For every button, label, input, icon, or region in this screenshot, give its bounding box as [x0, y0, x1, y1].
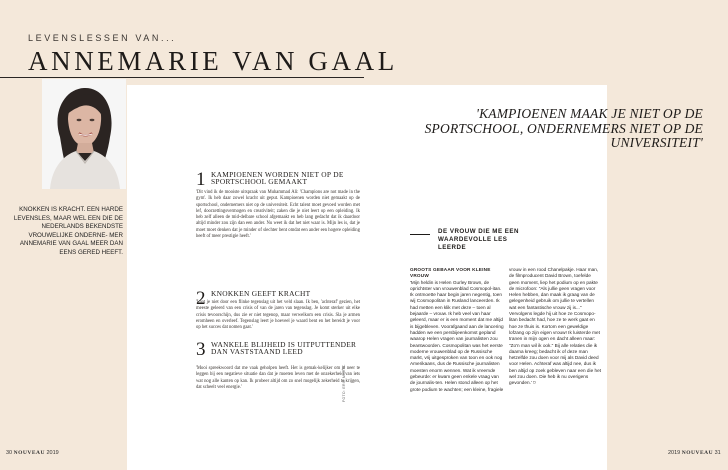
pull-quote: 'KAMPIOENEN MAAK JE NIET OP DE SPORTSCHOOL, ONDERNEMERS NIET OP DE UNIVERSITEIT'	[424, 106, 703, 150]
page-number: 31	[714, 450, 721, 456]
lesson-title: KAMPIOENEN WORDEN NIET OP DE SPORTSCHOOL GEMAAKT	[211, 170, 344, 187]
lesson-title: WANKELE BLIJHEID IS UITPUTTENDER DAN VASTSTAAND LEED	[211, 340, 357, 357]
lesson-body: 'Dit vind ik de mooiste uitspraak van Muhammad Ali: 'Champions are not made in the gym'. Ik heb daar zowel kracht uit geput. Kampioenen worden niet gemaakt op de sportschool, ondernemers niet op de universiteit. Echt talent moet gevoed worden met lef, doorzettingsvermogen en creativiteit; zaken die je niet leert op een opleiding. Ik heb zelf alleen de mid-delbare school afgemaakt en heb lang gedacht dat ik daardoor altijd minder zou zijn dan een ander. Nu weet ik dat het niet waar is. Mijn les is, dat je moet moet denken dat je minder of slechter bent omdat een ander een hogere opleiding heeft of meer prestigie heeft.'	[196, 190, 360, 240]
pull-caption: KNOKKEN IS KRACHT. EEN HARDE LEVENSLES, MAAR WEL EEN DIE DE NEDERLANDS BEKENDSTE VROUWELIJKE ONDERNE- MER ANNEMARIE VAN GAAL MEER DAN EENS GERED HEEFT.	[13, 206, 123, 256]
headline-rule	[0, 77, 364, 78]
magazine-brand: NOUVEAU	[681, 450, 714, 456]
issue-year: 2019	[46, 450, 59, 456]
sidebar-column-2	[509, 267, 602, 387]
sidebar-text-2: vrouw in een rood Chanelpakje. Haar man, de filmproducent David Brown, toefelde geen moment, liep het podium op en pakte de microfoon: "Als jullie geen vragen voor Helen hebben, dan maak ik graag van de gelegenheid gebruik om jullie te vertellen wat een fantastische vrouw zij is..." Vervolgens legde hij uit hoe ze Cosmopo-litan bedacht had, hoe ze te werk gaat en hoe ze thuis is. Kortom een geweldige lofzang op zijn eigen vrouw! Ik luisterde met tranen in mijn ogen en dacht alleen maar: "Zo'n man wil ik ook." Bij alle relaties die ik daarna kreeg; bedacht ik of deze man hetzelfde zou doen voor mij als David deed voor Helen. Achteraf was altijd nee, dus ik ben altijd op zoek gebleven naar een die het wel zou doen. Die heb ik nu overigens gevonden.' ⌑	[509, 267, 601, 386]
lesson-body: 'Laat je niet door een flinke tegenslag uit het veld slaan. Ik ben, 'achteraf' gezien, het meeste geleerd van een crisis of van de jaren van tegenslag. Je komt sterker uit elke crisis tevoorschijn, dus zie er niet tegenop, maar verwelkom een crisis. Sla je armen eromheen en overleef. Tegenslag leert je hoeveel je waard bent en het bereidt je voor op het succes dat nomen gaat.'	[196, 300, 360, 331]
sidebar-lead: GROOTS GEBAAR VOOR KLEINE VROUW	[410, 267, 491, 279]
lesson-number: 2	[196, 288, 206, 309]
page-number: 30	[6, 450, 13, 456]
lesson-body: 'Mooi spreekwoord dat me vaak geholpen heeft. Het is gemak-kelijker om je neer te leggen bij een negatieve situatie dan dat je moeten leven met de onzekerheid van iets wat nog alle kanten op kan. Ik probeer altijd om zo snel mogelijk zekerheid te krijgen, dat scheelt veel energie.'	[196, 366, 360, 390]
lesson-title: KNOKKEN GEEFT KRACHT	[211, 289, 311, 298]
sidebar-box-title: DE VROUW DIE ME EEN WAARDEVOLLE LES LEERDE	[438, 228, 520, 251]
lesson-number: 3	[196, 339, 206, 360]
box-rule	[410, 234, 430, 235]
portrait-illustration	[42, 79, 126, 189]
article-kicker: LEVENSLESSEN VAN...	[28, 33, 177, 43]
sidebar-column-1	[410, 267, 504, 393]
article-headline: ANNEMARIE VAN GAAL	[28, 46, 398, 76]
footer-right	[668, 450, 721, 456]
issue-year: 2019	[668, 450, 681, 456]
photo-credit: FOTO: ERIK MAREL	[342, 364, 346, 402]
magazine-brand: NOUVEAU	[13, 450, 45, 456]
footer-left	[6, 450, 59, 456]
lesson-number: 1	[196, 169, 206, 190]
portrait-photo	[42, 79, 126, 189]
sidebar-text-1: 'Mijn heldin is Helen Gurley Brown, de oprichtster van vrouwenblad Cosmopol-itan. Ik ontmoette haar begin jaren negentig, toen wij Cosmopolitan in Rusland lanceerden. Ik had metten een klik met deze – toen al bejaarde – vrouw. Ik heb veel van haar geleerd, maar er is een moment dat me altijd is bijgebleven. Voorafgaand aan de lancering hadden we een persbijeenkomst gepland waarop Helen vragen van journalisten zou beantwoorden. Cosmopolitan was het eerste moderne vrouwenblad op de Russische markt, vrij uitgesproken van toon en ook nog Amerikaans, dus de Russische journalisten moesten enorm wennen. Wat ik vreemde gebeurde: er kwam geen enkele vraag van de journalis-ten. Helen stond alleen op het grote podium te wachten; een kleine, fragiele	[410, 279, 504, 392]
